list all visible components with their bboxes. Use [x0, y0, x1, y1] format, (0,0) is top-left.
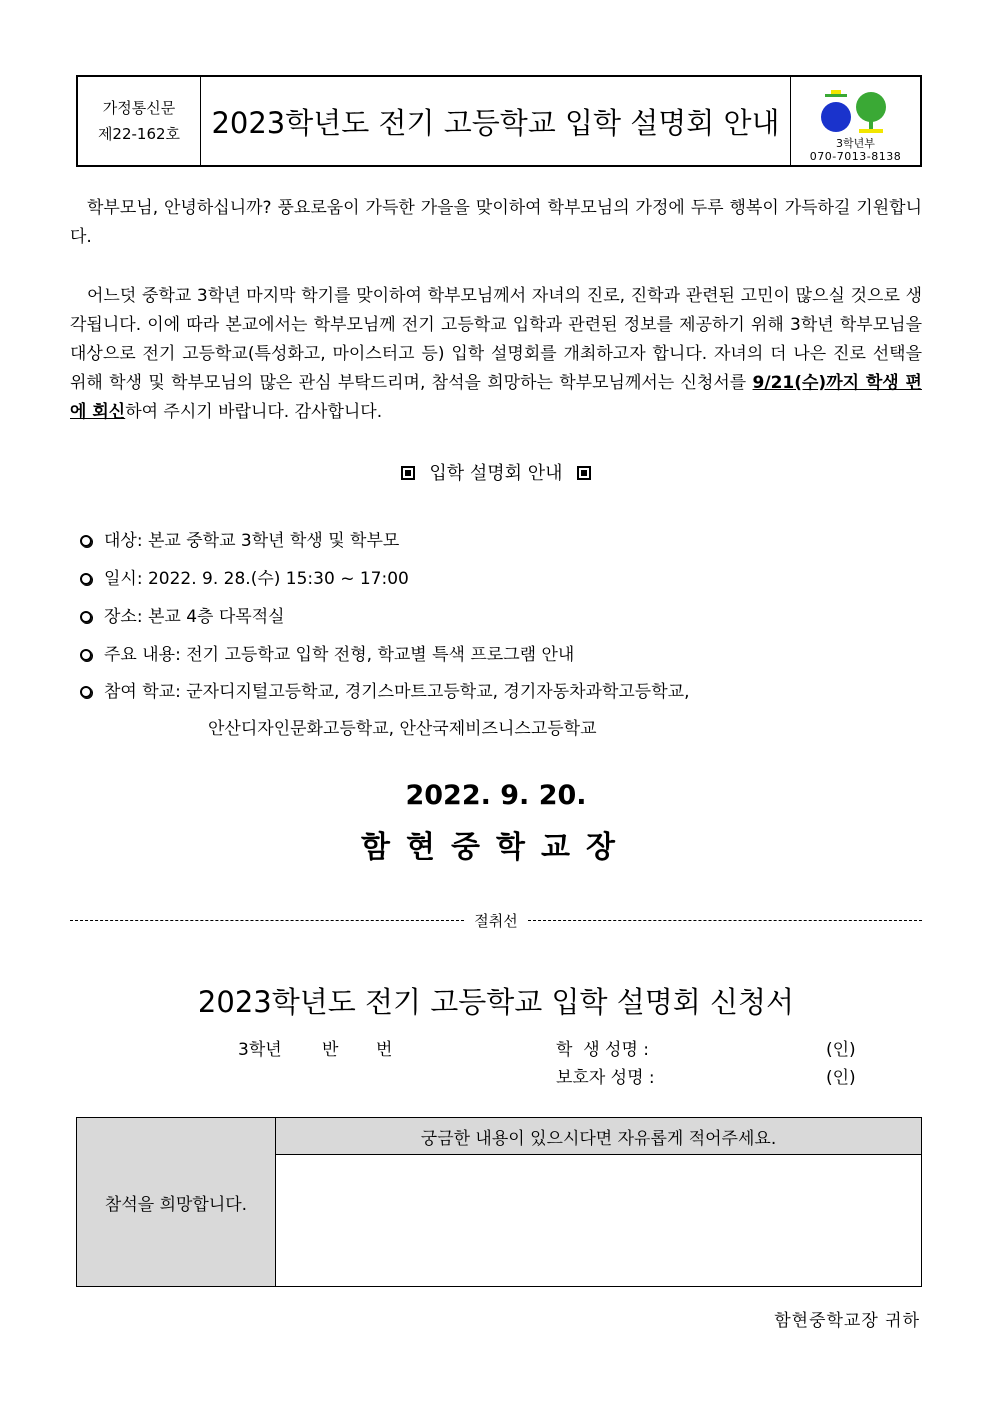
circle-bullet-icon	[80, 535, 92, 547]
cut-line	[70, 910, 922, 931]
doc-type: 가정통신문	[102, 99, 176, 117]
detail-content-text: 주요 내용: 전기 고등학교 입학 전형, 학교별 특색 프로그램 안내	[104, 645, 575, 665]
detail-target	[80, 530, 399, 552]
logo-phone: 070-7013-8138	[809, 150, 902, 163]
intro-paragraph-1	[70, 194, 922, 252]
closing-recipient: 함현중학교장 귀하	[774, 1311, 920, 1331]
circle-bullet-icon	[80, 573, 92, 585]
intro-paragraph-2	[70, 282, 922, 427]
detail-schools-text: 참여 학교: 군자디지털고등학교, 경기스마트고등학교, 경기자동차과학고등학교,	[104, 682, 690, 702]
page-title: 2023학년도 전기 고등학교 입학 설명회 안내	[211, 105, 780, 140]
intro-text-1: 학부모님, 안녕하십니까? 풍요로움이 가득한 가을을 맞이하여 학부모님의 가정에 두루 행복이 가득하길 기원합니다.	[70, 198, 922, 247]
detail-target-text: 대상: 본교 중학교 3학년 학생 및 학부모	[104, 531, 400, 551]
doc-info	[78, 77, 201, 165]
doc-number: 제22-162호	[97, 125, 181, 143]
detail-place	[80, 606, 285, 628]
circle-bullet-icon	[80, 686, 92, 698]
square-bullet-icon	[401, 466, 415, 480]
guardian-name-label: 보호자 성명 :	[556, 1068, 655, 1088]
logo-dept: 3학년부	[836, 137, 875, 150]
section-title	[0, 459, 992, 485]
application-table	[76, 1117, 922, 1287]
signer: 함현중학교장	[361, 830, 631, 865]
detail-datetime	[80, 568, 409, 590]
number-label: 번	[376, 1040, 393, 1060]
class-label: 반	[322, 1040, 339, 1060]
circle-bullet-icon	[80, 649, 92, 661]
grade-label: 3학년	[238, 1040, 282, 1060]
dashed-line	[70, 920, 464, 921]
detail-datetime-text: 일시: 2022. 9. 28.(수) 15:30 ~ 17:00	[104, 569, 409, 589]
detail-schools-line2: 안산디자인문화고등학교, 안산국제비즈니스고등학교	[208, 719, 597, 739]
detail-schools	[80, 681, 689, 703]
square-bullet-icon	[577, 466, 591, 480]
section-title-text: 입학 설명회 안내	[429, 463, 563, 484]
detail-content	[80, 644, 574, 666]
cut-label: 절취선	[474, 912, 518, 930]
detail-place-text: 장소: 본교 4층 다목적실	[104, 607, 285, 627]
question-answer-area[interactable]	[276, 1155, 922, 1287]
school-logo-area	[790, 77, 920, 165]
circle-bullet-icon	[80, 611, 92, 623]
dashed-line	[528, 920, 922, 921]
intro-text-2a: 어느덧 중학교 3학년 마지막 학기를 맞이하여 학부모님께서 자녀의 진로, 진학과 관련된 고민이 많으실 것으로 생각됩니다. 이에 따라 본교에서는 학부모님께 전기 고등학교 입학과 관련된 정보를 제공하기 위해 3학년 학부모님을 대상으로 전기 고등학교(특성화고, 마이스터고 등) 입학 설명회를 개최하고자 합니다. 자녀의 더 나은 진로 선택을 위해 학생 및 학부모님의 많은 관심 부탁드리며, 참석을 희망하는 학부모님께서는 신청서를	[70, 286, 922, 393]
form-title: 2023학년도 전기 고등학교 입학 설명회 신청서	[197, 985, 795, 1019]
guardian-seal: (인)	[826, 1068, 856, 1088]
issue-date: 2022. 9. 20.	[405, 780, 587, 811]
reply-deadline: 9/21(수)까지 학생 편에 회신	[70, 373, 922, 422]
student-name-label: 학 생 성명 :	[556, 1040, 650, 1060]
school-logo-icon	[819, 87, 893, 137]
header-box	[76, 75, 922, 167]
student-seal: (인)	[826, 1040, 856, 1060]
attend-cell: 참석을 희망합니다.	[77, 1118, 276, 1287]
question-header: 궁금한 내용이 있으시다면 자유롭게 적어주세요.	[276, 1118, 922, 1155]
intro-text-2b: 하여 주시기 바랍니다. 감사합니다.	[125, 402, 383, 422]
